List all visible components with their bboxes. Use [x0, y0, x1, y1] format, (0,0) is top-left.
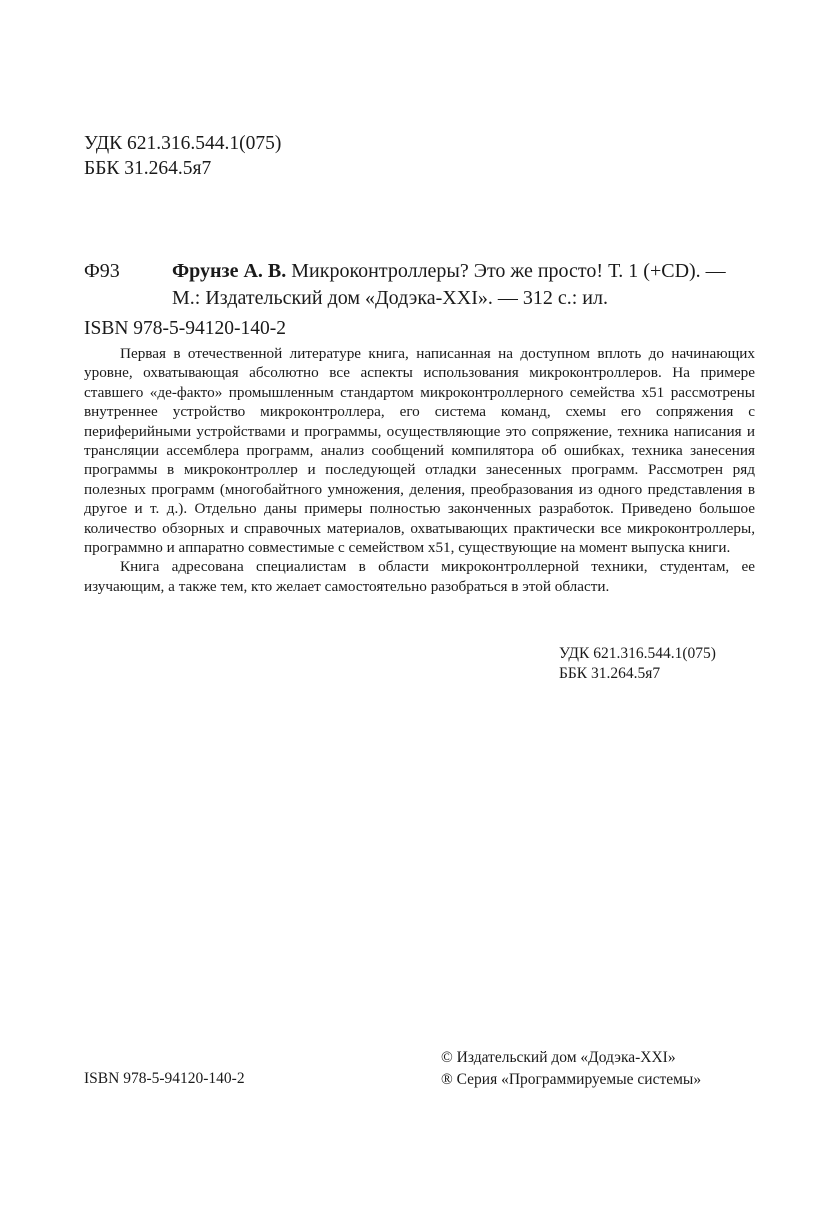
- author-name: Фрунзе А. В.: [172, 260, 287, 282]
- udk-code-top: УДК 621.316.544.1(075): [84, 133, 282, 154]
- isbn-main: ISBN 978-5-94120-140-2: [84, 318, 287, 339]
- catalog-code: Ф93: [84, 260, 120, 282]
- bibliographic-record: [172, 258, 772, 312]
- series-line: ® Серия «Программируемые системы»: [441, 1071, 702, 1088]
- bibliographic-line-1: [172, 258, 772, 285]
- udk-code-bottom: УДК 621.316.544.1(075): [559, 645, 716, 662]
- abstract-paragraph-1: Первая в отечественной литературе книга, написанная на доступном вплоть до начинающих уровне, охватывающая абсолютно все аспекты использования микроконтроллеров. На примере ставшего «де-факто» промышленным стандартом микроконтроллерного семейства x51 рассмотрены внутреннее устройство микроконтроллера, его система команд, схемы его сопряжения с периферийными устройствами и программы, осуществляющие это сопряжение, техника написания и трансляции ассемблера программ, анализ сообщений компилятора об ошибках, техника занесения программы в микроконтроллер и последующей отладки занесенных программ. Рассмотрен ряд полезных программ (многобайтного умножения, деления, преобразования из одного представления в другое и т. д.). Отдельно даны примеры полностью законченных разработок. Приведено большое количество обзорных и справочных материалов, охватывающих практически все микроконтроллеры, программно и аппаратно совместимые с семейством x51, существующие на момент выпуска книги.: [84, 345, 755, 557]
- classification-codes-bottom: [559, 644, 716, 684]
- bbk-code-bottom: ББК 31.264.5я7: [559, 665, 661, 682]
- abstract: [84, 344, 755, 596]
- publisher-line: М.: Издательский дом «Додэка-XXI». — 312 с.: ил.: [172, 287, 608, 309]
- copyright-block: [441, 1047, 701, 1091]
- classification-codes-top: [84, 131, 281, 181]
- book-title: Микроконтроллеры? Это же просто! Т. 1 (+CD). —: [291, 260, 726, 282]
- bbk-code-top: ББК 31.264.5я7: [84, 158, 212, 179]
- isbn-footer: ISBN 978-5-94120-140-2: [84, 1070, 245, 1087]
- copyright-line: © Издательский дом «Додэка-XXI»: [441, 1049, 676, 1066]
- abstract-paragraph-2: Книга адресована специалистам в области микроконтроллерной техники, студентам, ее изучающим, а также тем, кто желает самостоятельно разобраться в этой области.: [84, 558, 755, 595]
